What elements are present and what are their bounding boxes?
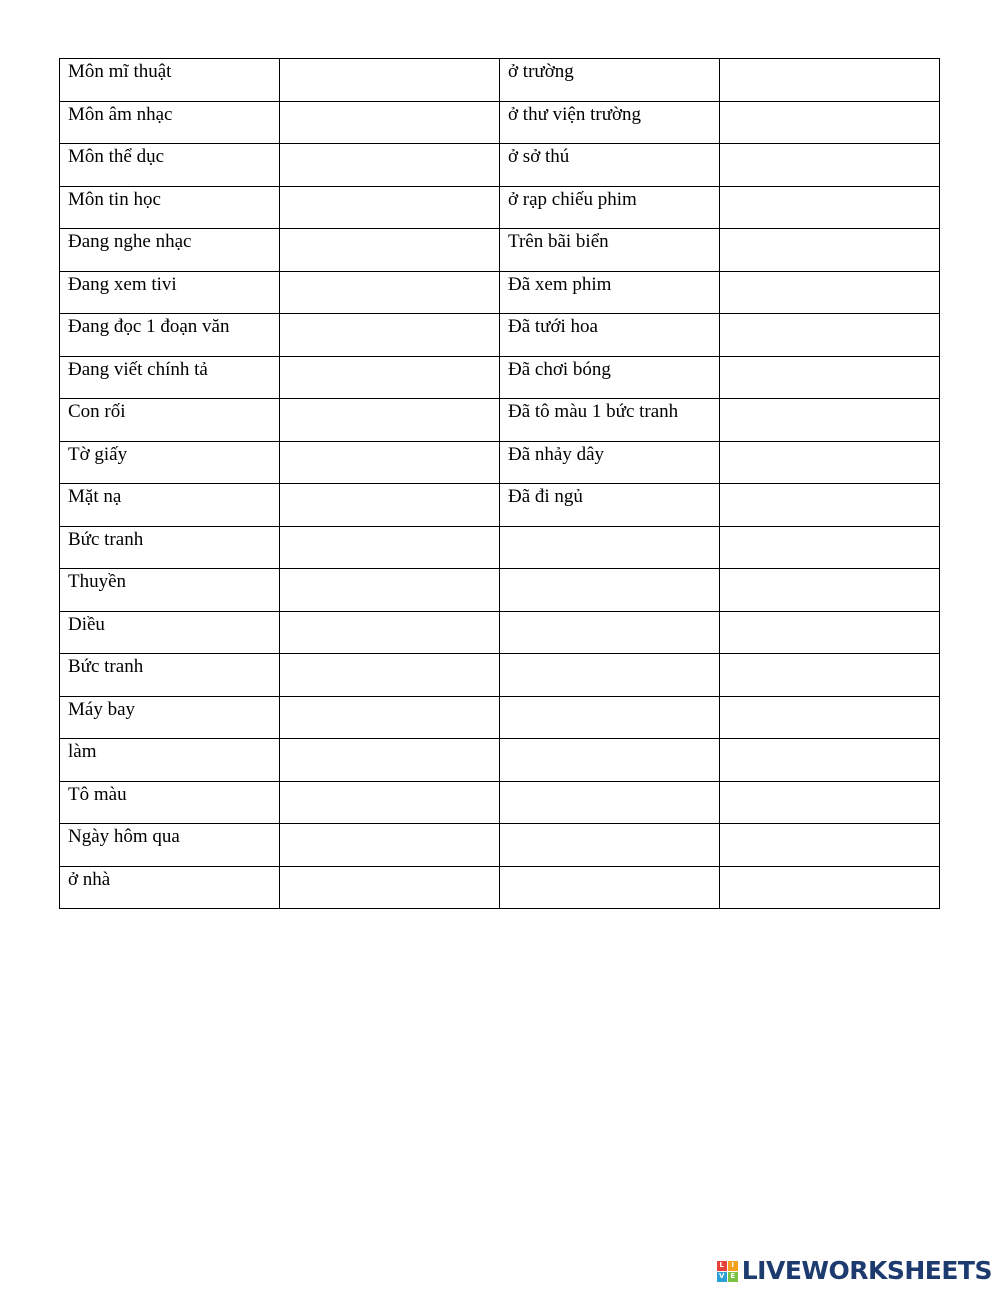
answer-cell[interactable] [720, 186, 940, 229]
vocabulary-table [59, 58, 940, 909]
answer-cell[interactable] [720, 781, 940, 824]
term-cell: Ngày hôm qua [60, 824, 280, 867]
answer-cell[interactable] [280, 781, 500, 824]
answer-cell[interactable] [720, 441, 940, 484]
table-row [60, 59, 940, 102]
answer-cell[interactable] [720, 229, 940, 272]
table-row [60, 484, 940, 527]
term-cell: Đang viết chính tả [60, 356, 280, 399]
term-cell: Đã nhảy dây [500, 441, 720, 484]
logo-square-v: V [717, 1272, 727, 1282]
term-cell: Đã tưới hoa [500, 314, 720, 357]
term-cell: Tô màu [60, 781, 280, 824]
answer-cell[interactable] [280, 399, 500, 442]
answer-cell[interactable] [280, 569, 500, 612]
table-row [60, 441, 940, 484]
answer-cell[interactable] [720, 484, 940, 527]
term-cell: Môn mĩ thuật [60, 59, 280, 102]
term-cell: Đang đọc 1 đoạn văn [60, 314, 280, 357]
answer-cell[interactable] [280, 866, 500, 909]
term-cell [500, 739, 720, 782]
table-row [60, 824, 940, 867]
answer-cell[interactable] [720, 654, 940, 697]
answer-cell[interactable] [720, 696, 940, 739]
term-cell: Tờ giấy [60, 441, 280, 484]
term-cell: làm [60, 739, 280, 782]
term-cell [500, 866, 720, 909]
term-cell: Bức tranh [60, 526, 280, 569]
answer-cell[interactable] [280, 611, 500, 654]
term-cell: Đã đi ngủ [500, 484, 720, 527]
term-cell: Con rối [60, 399, 280, 442]
term-cell: ở trường [500, 59, 720, 102]
answer-cell[interactable] [720, 569, 940, 612]
table-row [60, 229, 940, 272]
answer-cell[interactable] [280, 229, 500, 272]
term-cell: Môn thể dục [60, 144, 280, 187]
answer-cell[interactable] [280, 186, 500, 229]
table-row [60, 611, 940, 654]
table-row [60, 356, 940, 399]
answer-cell[interactable] [720, 59, 940, 102]
answer-cell[interactable] [280, 824, 500, 867]
logo-squares-icon [717, 1261, 738, 1282]
table-row [60, 271, 940, 314]
answer-cell[interactable] [280, 271, 500, 314]
answer-cell[interactable] [720, 866, 940, 909]
answer-cell[interactable] [280, 526, 500, 569]
answer-cell[interactable] [720, 399, 940, 442]
term-cell: Máy bay [60, 696, 280, 739]
logo-square-i: I [728, 1261, 738, 1271]
answer-cell[interactable] [280, 696, 500, 739]
table-row [60, 101, 940, 144]
answer-cell[interactable] [720, 356, 940, 399]
answer-cell[interactable] [280, 314, 500, 357]
term-cell: Bức tranh [60, 654, 280, 697]
table-row [60, 399, 940, 442]
table-row [60, 144, 940, 187]
vocabulary-table-body [60, 59, 940, 909]
answer-cell[interactable] [280, 356, 500, 399]
answer-cell[interactable] [720, 526, 940, 569]
table-row [60, 526, 940, 569]
answer-cell[interactable] [280, 484, 500, 527]
term-cell [500, 654, 720, 697]
term-cell [500, 611, 720, 654]
term-cell [500, 824, 720, 867]
answer-cell[interactable] [720, 739, 940, 782]
term-cell: ở nhà [60, 866, 280, 909]
answer-cell[interactable] [720, 101, 940, 144]
table-row [60, 569, 940, 612]
answer-cell[interactable] [720, 611, 940, 654]
answer-cell[interactable] [280, 739, 500, 782]
answer-cell[interactable] [280, 59, 500, 102]
table-row [60, 781, 940, 824]
answer-cell[interactable] [720, 314, 940, 357]
table-row [60, 866, 940, 909]
logo-square-e: E [728, 1272, 738, 1282]
term-cell: Môn âm nhạc [60, 101, 280, 144]
logo-square-l: L [717, 1261, 727, 1271]
term-cell: Đã xem phim [500, 271, 720, 314]
logo-text: LIVEWORKSHEETS [741, 1256, 992, 1285]
table-row [60, 314, 940, 357]
term-cell: ở sở thú [500, 144, 720, 187]
term-cell: Đã chơi bóng [500, 356, 720, 399]
term-cell: Thuyền [60, 569, 280, 612]
term-cell: Mặt nạ [60, 484, 280, 527]
table-row [60, 186, 940, 229]
term-cell [500, 781, 720, 824]
term-cell: Đang nghe nhạc [60, 229, 280, 272]
term-cell: ở thư viện trường [500, 101, 720, 144]
answer-cell[interactable] [280, 654, 500, 697]
answer-cell[interactable] [280, 144, 500, 187]
answer-cell[interactable] [280, 101, 500, 144]
answer-cell[interactable] [720, 824, 940, 867]
table-row [60, 739, 940, 782]
term-cell [500, 569, 720, 612]
table-row [60, 696, 940, 739]
term-cell [500, 526, 720, 569]
term-cell: Diều [60, 611, 280, 654]
term-cell: Môn tin học [60, 186, 280, 229]
liveworksheets-logo [717, 1257, 992, 1285]
term-cell: ở rạp chiếu phim [500, 186, 720, 229]
answer-cell[interactable] [720, 144, 940, 187]
term-cell: Đã tô màu 1 bức tranh [500, 399, 720, 442]
table-row [60, 654, 940, 697]
term-cell [500, 696, 720, 739]
term-cell: Trên bãi biển [500, 229, 720, 272]
answer-cell[interactable] [280, 441, 500, 484]
term-cell: Đang xem tivi [60, 271, 280, 314]
answer-cell[interactable] [720, 271, 940, 314]
